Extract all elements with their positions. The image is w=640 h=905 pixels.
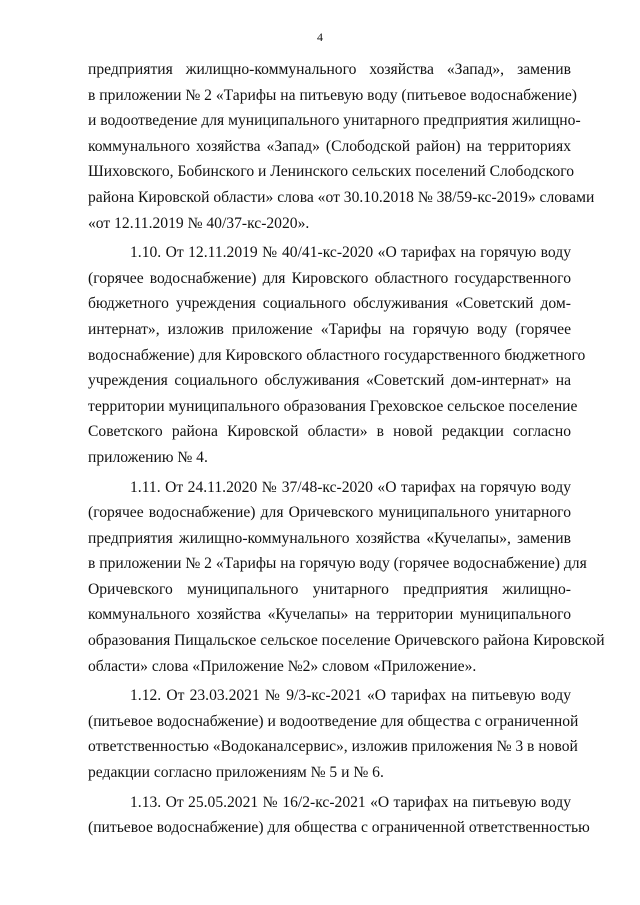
- text-line: интернат», изложив приложение «Тарифы на горячую воду (горячее: [88, 320, 571, 338]
- text-line: приложению № 4.: [88, 448, 208, 466]
- text-line: редакции согласно приложениям № 5 и № 6.: [88, 764, 384, 782]
- text-line: (горячее водоснабжение) для Кировского областного государственного: [88, 269, 571, 287]
- paragraph: [88, 240, 586, 470]
- text-line: территории муниципального образования Греховское сельское поселение: [88, 397, 578, 415]
- page-number: 4: [317, 30, 323, 44]
- text-line: 1.12. От 23.03.2021 № 9/3-кс-2021 «О тарифах на питьевую воду: [130, 687, 571, 705]
- text-line: предприятия жилищно-коммунального хозяйства «Запад», заменив: [88, 61, 571, 78]
- text-line: Оричевского муниципального унитарного предприятия жилищно-: [88, 580, 571, 598]
- text-line: в приложении № 2 «Тарифы на горячую воду (горячее водоснабжение) для: [88, 555, 587, 573]
- text-line: учреждения социального обслуживания «Советский дом-интернат» на: [88, 372, 571, 390]
- text-line: (питьевое водоснабжение) и водоотведение для общества с ограниченной: [88, 712, 579, 730]
- paragraph: [88, 57, 595, 236]
- text-line: бюджетного учреждения социального обслуживания «Советский дом-: [88, 295, 571, 313]
- text-line: коммунального хозяйства «Кучелапы» на территории муниципального: [88, 606, 571, 624]
- text-line: области» слова «Приложение №2» словом «Приложение».: [88, 657, 477, 675]
- text-line: предприятия жилищно-коммунального хозяйства «Кучелапы», заменив: [88, 529, 571, 547]
- text-line: образования Пищальское сельское поселение Оричевского района Кировской: [88, 632, 605, 650]
- text-line: района Кировской области» слова «от 30.10.2018 № 38/59-кс-2019» словами: [88, 188, 595, 206]
- paragraph: [88, 790, 590, 841]
- text-line: и водоотведение для муниципального унитарного предприятия жилищно-: [88, 112, 581, 130]
- text-line: водоснабжение) для Кировского областного государственного бюджетного: [88, 346, 586, 364]
- text-line: (горячее водоснабжение) для Оричевского муниципального унитарного: [88, 504, 571, 522]
- text-line: ответственностью «Водоканалсервис», изложив приложения № 3 в новой: [88, 738, 578, 756]
- text-line: (питьевое водоснабжение) для общества с ограниченной ответственностью: [88, 819, 590, 837]
- document-body: [88, 57, 605, 845]
- text-line: Советского района Кировской области» в новой редакции согласно: [88, 423, 571, 441]
- paragraph: [88, 475, 605, 680]
- text-line: 1.10. От 12.11.2019 № 40/41-кс-2020 «О тарифах на горячую воду: [130, 244, 571, 262]
- text-line: в приложении № 2 «Тарифы на питьевую воду (питьевое водоснабжение): [88, 86, 577, 104]
- text-line: 1.13. От 25.05.2021 № 16/2-кс-2021 «О тарифах на питьевую воду: [130, 793, 571, 811]
- text-line: Шиховского, Бобинского и Ленинского сельских поселений Слободского: [88, 163, 575, 181]
- paragraph: [88, 683, 579, 785]
- text-line: коммунального хозяйства «Запад» (Слободской район) на территориях: [88, 137, 571, 155]
- text-line: 1.11. От 24.11.2020 № 37/48-кс-2020 «О тарифах на горячую воду: [130, 478, 571, 496]
- text-line: «от 12.11.2019 № 40/37-кс-2020».: [88, 214, 310, 232]
